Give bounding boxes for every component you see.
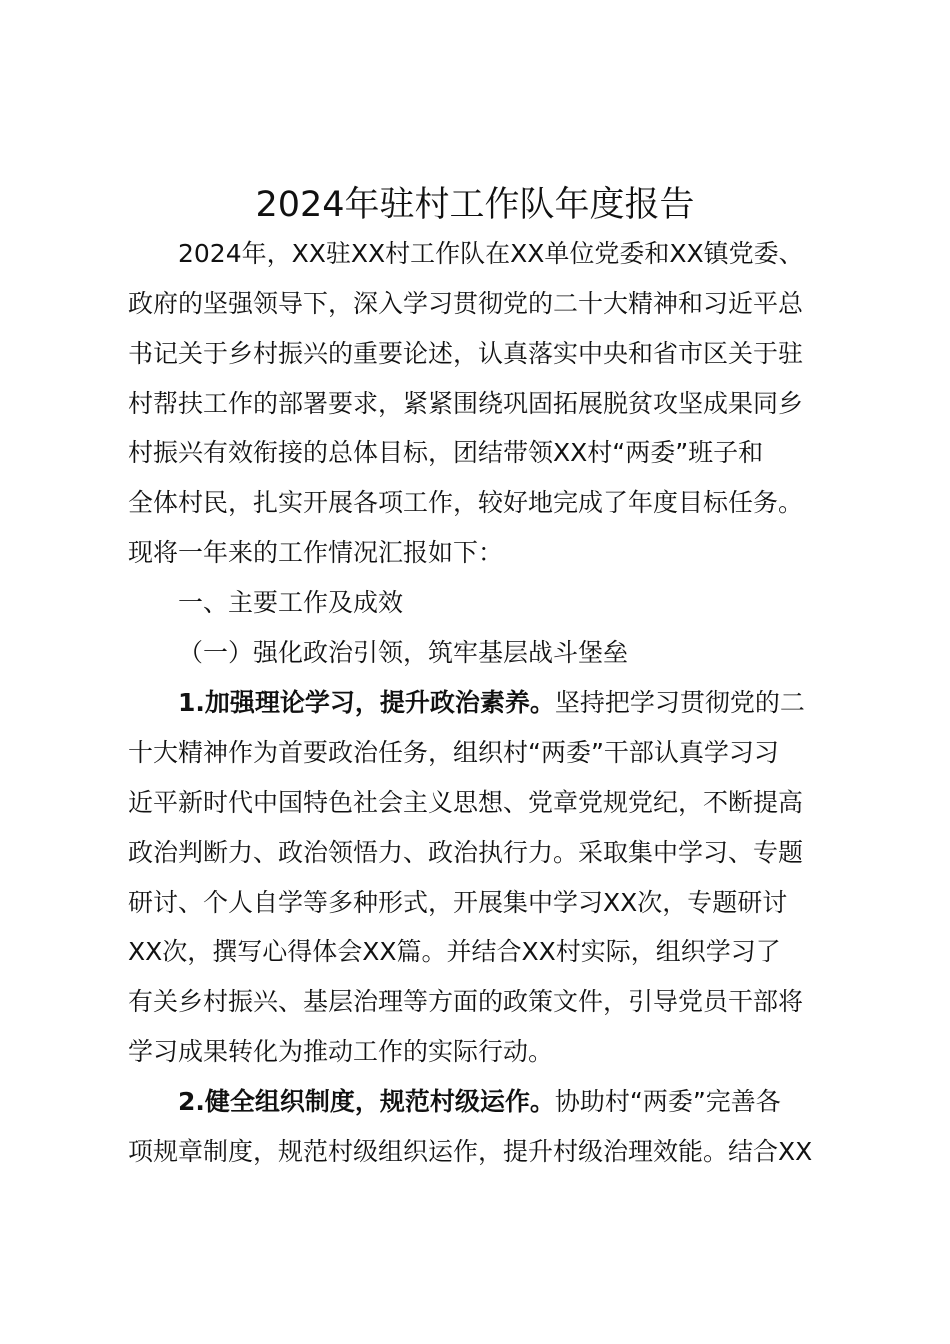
- item1-line-4: 政治判断力、政治领悟力、政治执行力。采取集中学习、专题: [128, 838, 804, 867]
- intro-line-6: 全体村民，扎实开展各项工作，较好地完成了年度目标任务。: [128, 488, 804, 517]
- item2-first-line-rest: 协助村“两委”完善各: [554, 1087, 781, 1116]
- section-heading: 一、主要工作及成效: [178, 588, 404, 617]
- item2-lead: 2.健全组织制度，规范村级运作。: [178, 1087, 555, 1116]
- item1-line-6: XX次，撰写心得体会XX篇。并结合XX村实际，组织学习了: [128, 937, 781, 966]
- intro-line-3: 书记关于乡村振兴的重要论述，认真落实中央和省市区关于驻: [128, 339, 804, 368]
- item2-line-2: 项规章制度，规范村级组织运作，提升村级治理效能。结合XX: [128, 1137, 813, 1166]
- item1-lead: 1.加强理论学习，提升政治素养。: [178, 688, 555, 717]
- item1-line-3: 近平新时代中国特色社会主义思想、党章党规党纪，不断提高: [128, 788, 804, 817]
- item1-line-2: 十大精神作为首要政治任务，组织村“两委”干部认真学习习: [128, 738, 779, 767]
- item1-first-line: [178, 686, 805, 720]
- item1-line-5: 研讨、个人自学等多种形式，开展集中学习XX次，专题研讨: [128, 888, 788, 917]
- item1-line-7: 有关乡村振兴、基层治理等方面的政策文件，引导党员干部将: [128, 987, 804, 1016]
- item1-line-8: 学习成果转化为推动工作的实际行动。: [128, 1037, 554, 1066]
- intro-line-1: 2024年，XX驻XX村工作队在XX单位党委和XX镇党委、: [178, 239, 804, 268]
- item2-first-line: [178, 1085, 781, 1119]
- item1-first-line-rest: 坚持把学习贯彻党的二: [554, 688, 805, 717]
- intro-line-7: 现将一年来的工作情况汇报如下：: [128, 538, 504, 567]
- intro-line-2: 政府的坚强领导下，深入学习贯彻党的二十大精神和习近平总: [128, 289, 804, 318]
- intro-line-5: 村振兴有效衔接的总体目标，团结带领XX村“两委”班子和: [128, 438, 764, 467]
- intro-line-4: 村帮扶工作的部署要求，紧紧围绕巩固拓展脱贫攻坚成果同乡: [128, 389, 804, 418]
- document-title: 2024年驻村工作队年度报告: [255, 185, 695, 225]
- subsection-heading: （一）强化政治引领，筑牢基层战斗堡垒: [178, 638, 629, 667]
